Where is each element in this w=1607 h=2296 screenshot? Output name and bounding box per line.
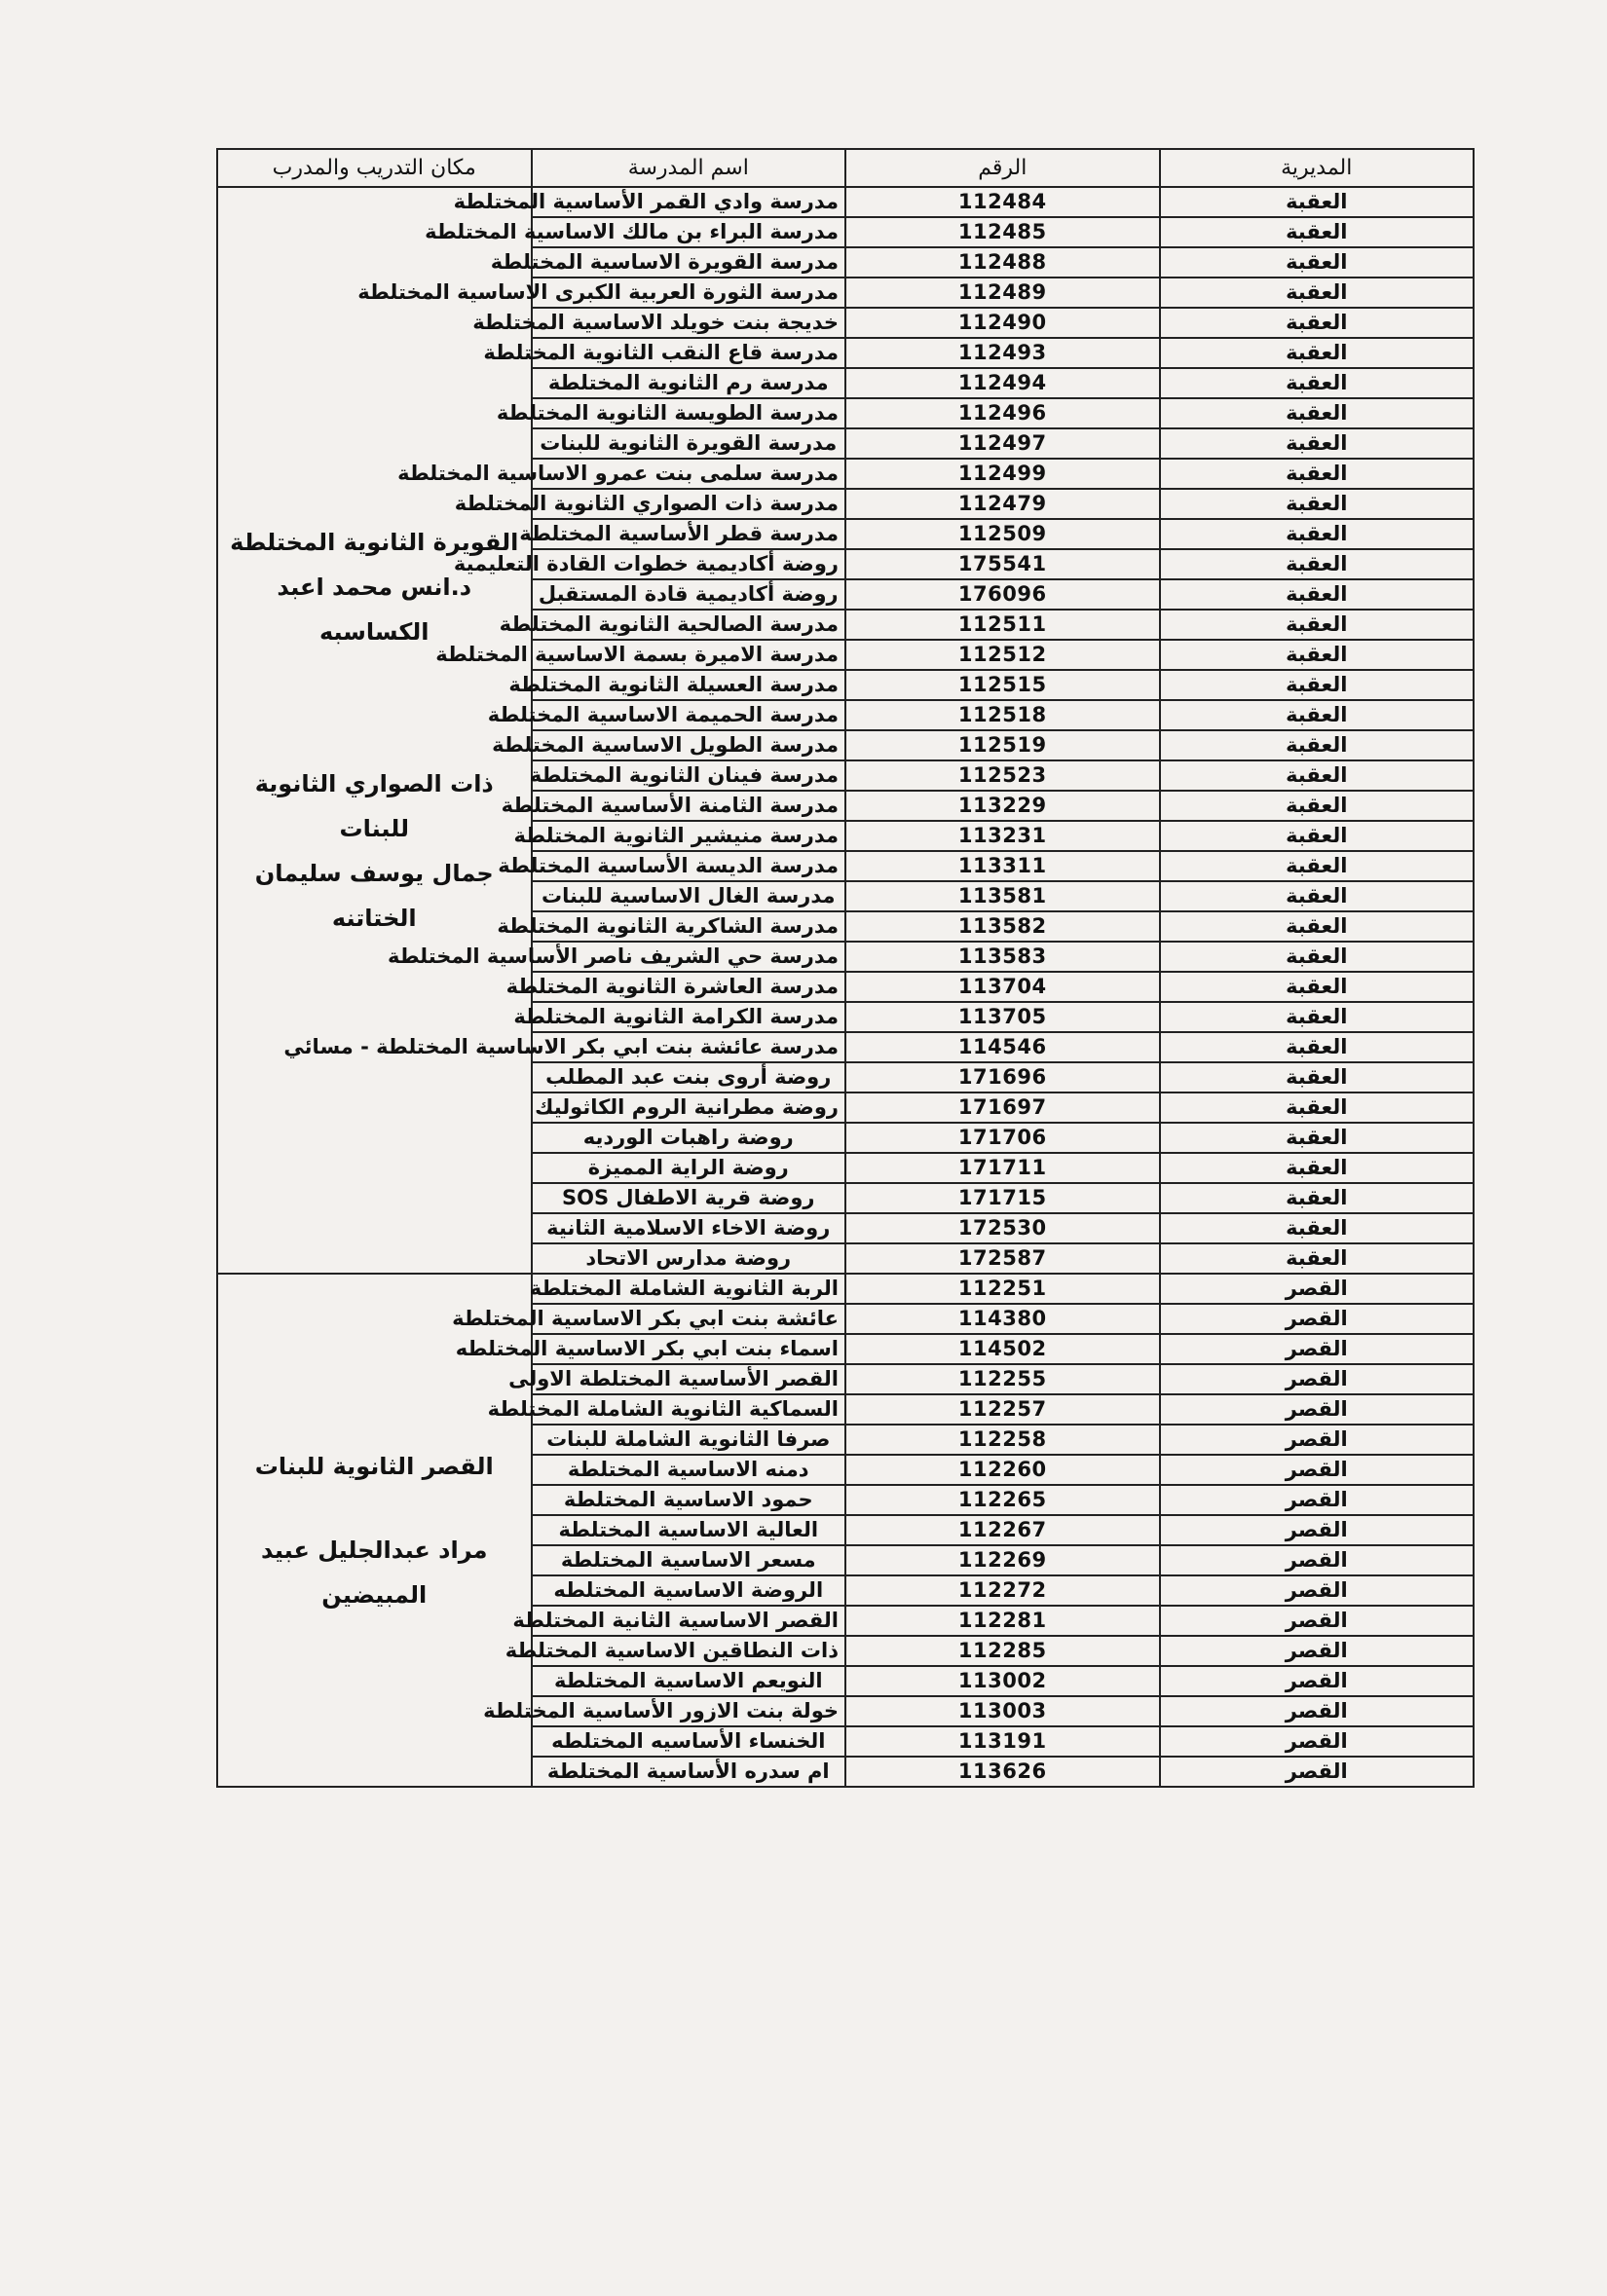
school-number-cell: 112484 xyxy=(845,187,1160,217)
school-number-cell: 112479 xyxy=(845,489,1160,519)
table-row xyxy=(217,1274,1474,1304)
school-number-cell: 112499 xyxy=(845,459,1160,489)
directorate-cell: العقبة xyxy=(1160,730,1475,760)
school-number-cell: 113191 xyxy=(845,1726,1160,1757)
trainer-name: مراد عبدالجليل عبيد المبيضين xyxy=(261,1536,488,1609)
school-name-cell: مدرسة العاشرة الثانوية المختلطة xyxy=(532,972,846,1002)
school-name-cell: مدرسة وادي القمر الأساسية المختلطة xyxy=(532,187,846,217)
directorate-cell: العقبة xyxy=(1160,851,1475,881)
school-name-cell: روضة الراية المميزة xyxy=(532,1153,846,1183)
school-name-cell: مدرسة الاميرة بسمة الاساسية المختلطة xyxy=(532,640,846,670)
directorate-cell: القصر xyxy=(1160,1304,1475,1334)
school-number-cell: 112497 xyxy=(845,428,1160,459)
school-name-cell: روضة أروى بنت عبد المطلب xyxy=(532,1062,846,1092)
school-number-cell: 175541 xyxy=(845,549,1160,579)
directorate-cell: العقبة xyxy=(1160,972,1475,1002)
school-name-cell: العالية الاساسية المختلطة xyxy=(532,1515,846,1545)
school-name-cell: مدرسة رم الثانوية المختلطة xyxy=(532,368,846,398)
directorate-cell: العقبة xyxy=(1160,398,1475,428)
school-name-cell: الربة الثانوية الشاملة المختلطة xyxy=(532,1274,846,1304)
school-number-cell: 113311 xyxy=(845,851,1160,881)
school-name-cell: اسماء بنت ابي بكر الاساسية المختلطه xyxy=(532,1334,846,1364)
school-number-cell: 112257 xyxy=(845,1394,1160,1425)
school-number-cell: 112258 xyxy=(845,1425,1160,1455)
school-number-cell: 114502 xyxy=(845,1334,1160,1364)
school-number-cell: 112269 xyxy=(845,1545,1160,1575)
school-name-cell: مدرسة الشاكرية الثانوية المختلطة xyxy=(532,911,846,942)
school-number-cell: 112488 xyxy=(845,247,1160,278)
directorate-cell: العقبة xyxy=(1160,519,1475,549)
directorate-cell: العقبة xyxy=(1160,278,1475,308)
directorate-cell: العقبة xyxy=(1160,338,1475,368)
table-row xyxy=(217,278,1474,308)
school-number-cell: 112509 xyxy=(845,519,1160,549)
school-name-cell: مدرسة فينان الثانوية المختلطة xyxy=(532,760,846,791)
school-name-cell: مدرسة الثامنة الأساسية المختلطة xyxy=(532,791,846,821)
directorate-cell: القصر xyxy=(1160,1545,1475,1575)
school-number-cell: 112267 xyxy=(845,1515,1160,1545)
school-number-cell: 112272 xyxy=(845,1575,1160,1606)
school-name-cell: مدرسة منيشير الثانوية المختلطة xyxy=(532,821,846,851)
directorate-cell: القصر xyxy=(1160,1274,1475,1304)
school-name-cell: حمود الاساسية المختلطة xyxy=(532,1485,846,1515)
directorate-cell: العقبة xyxy=(1160,579,1475,610)
school-name-cell: مدرسة الطويل الاساسية المختلطة xyxy=(532,730,846,760)
school-number-cell: 112523 xyxy=(845,760,1160,791)
school-number-cell: 113705 xyxy=(845,1002,1160,1032)
school-name-cell: مدرسة البراء بن مالك الاساسية المختلطة xyxy=(532,217,846,247)
school-name-cell: روضة مطرانية الروم الكاثوليك xyxy=(532,1092,846,1123)
directorate-cell: العقبة xyxy=(1160,881,1475,911)
school-name-cell: روضة أكاديمية قادة المستقبل xyxy=(532,579,846,610)
directorate-cell: العقبة xyxy=(1160,1183,1475,1213)
school-name-cell: روضة مدارس الاتحاد xyxy=(532,1243,846,1274)
table-row xyxy=(217,1032,1474,1062)
directorate-cell: القصر xyxy=(1160,1364,1475,1394)
directorate-cell: القصر xyxy=(1160,1757,1475,1787)
school-number-cell: 112511 xyxy=(845,610,1160,640)
table-header-row xyxy=(217,149,1474,187)
school-number-cell: 112251 xyxy=(845,1274,1160,1304)
directorate-cell: القصر xyxy=(1160,1666,1475,1696)
school-number-cell: 112496 xyxy=(845,398,1160,428)
directorate-cell: العقبة xyxy=(1160,1213,1475,1243)
school-number-cell: 171706 xyxy=(845,1123,1160,1153)
directorate-cell: العقبة xyxy=(1160,610,1475,640)
table-row xyxy=(217,942,1474,972)
school-name-cell: روضة الاخاء الاسلامية الثانية xyxy=(532,1213,846,1243)
school-name-cell: روضة راهبات الورديه xyxy=(532,1123,846,1153)
header-number: الرقم xyxy=(845,149,1160,187)
school-name-cell: النويعم الاساسية المختلطة xyxy=(532,1666,846,1696)
school-name-cell: ذات النطاقين الاساسية المختلطة xyxy=(532,1636,846,1666)
school-number-cell: 112255 xyxy=(845,1364,1160,1394)
school-number-cell: 112490 xyxy=(845,308,1160,338)
school-number-cell: 113626 xyxy=(845,1757,1160,1787)
schools-table xyxy=(216,148,1475,1788)
school-number-cell: 113229 xyxy=(845,791,1160,821)
directorate-cell: القصر xyxy=(1160,1334,1475,1364)
school-name-cell: مدرسة الديسة الأساسية المختلطة xyxy=(532,851,846,881)
directorate-cell: العقبة xyxy=(1160,760,1475,791)
directorate-cell: القصر xyxy=(1160,1425,1475,1455)
school-name-cell: مدرسة الثورة العربية الكبرى الاساسية المختلطة xyxy=(532,278,846,308)
school-number-cell: 113582 xyxy=(845,911,1160,942)
directorate-cell: القصر xyxy=(1160,1575,1475,1606)
school-number-cell: 176096 xyxy=(845,579,1160,610)
school-number-cell: 112281 xyxy=(845,1606,1160,1636)
school-name-cell: خديجة بنت خويلد الاساسية المختلطة xyxy=(532,308,846,338)
school-name-cell: روضة أكاديمية خطوات القادة التعليمية xyxy=(532,549,846,579)
school-number-cell: 112265 xyxy=(845,1485,1160,1515)
school-name-cell: دمنه الاساسية المختلطة xyxy=(532,1455,846,1485)
directorate-cell: العقبة xyxy=(1160,700,1475,730)
training-place-name: القويرة الثانوية المختلطة xyxy=(230,529,519,556)
directorate-cell: العقبة xyxy=(1160,1062,1475,1092)
directorate-cell: القصر xyxy=(1160,1394,1475,1425)
training-place-name: ذات الصواري الثانوية للبنات xyxy=(254,770,494,842)
directorate-cell: العقبة xyxy=(1160,549,1475,579)
directorate-cell: العقبة xyxy=(1160,1032,1475,1062)
school-name-cell: صرفا الثانوية الشاملة للبنات xyxy=(532,1425,846,1455)
directorate-cell: العقبة xyxy=(1160,459,1475,489)
school-name-cell: ام سدره الأساسية المختلطة xyxy=(532,1757,846,1787)
school-number-cell: 113231 xyxy=(845,821,1160,851)
school-name-cell: مدرسة قاع النقب الثانوية المختلطة xyxy=(532,338,846,368)
school-name-cell: مدرسة الصالحية الثانوية المختلطة xyxy=(532,610,846,640)
school-name-cell: روضة قرية الاطفال SOS xyxy=(532,1183,846,1213)
school-name-cell: مدرسة عائشة بنت ابي بكر الاساسية المختلطة - مسائي xyxy=(532,1032,846,1062)
school-number-cell: 114546 xyxy=(845,1032,1160,1062)
training-place-name: القصر الثانوية للبنات xyxy=(254,1452,494,1480)
directorate-cell: القصر xyxy=(1160,1485,1475,1515)
school-number-cell: 171715 xyxy=(845,1183,1160,1213)
school-name-cell: مدرسة سلمى بنت عمرو الاساسية المختلطة xyxy=(532,459,846,489)
directorate-cell: العقبة xyxy=(1160,670,1475,700)
school-number-cell: 172530 xyxy=(845,1213,1160,1243)
school-number-cell: 171697 xyxy=(845,1092,1160,1123)
table-row xyxy=(217,459,1474,489)
school-name-cell: مدرسة الكرامة الثانوية المختلطة xyxy=(532,1002,846,1032)
school-number-cell: 113003 xyxy=(845,1696,1160,1726)
school-number-cell: 114380 xyxy=(845,1304,1160,1334)
school-name-cell: القصر الاساسية الثانية المختلطة xyxy=(532,1606,846,1636)
school-name-cell: القصر الأساسية المختلطة الاولى xyxy=(532,1364,846,1394)
school-name-cell: مسعر الاساسية المختلطة xyxy=(532,1545,846,1575)
school-number-cell: 112512 xyxy=(845,640,1160,670)
school-name-cell: مدرسة حي الشريف ناصر الأساسية المختلطة xyxy=(532,942,846,972)
school-number-cell: 112494 xyxy=(845,368,1160,398)
directorate-cell: العقبة xyxy=(1160,428,1475,459)
directorate-cell: العقبة xyxy=(1160,640,1475,670)
directorate-cell: العقبة xyxy=(1160,821,1475,851)
directorate-cell: العقبة xyxy=(1160,489,1475,519)
table-row xyxy=(217,187,1474,217)
directorate-cell: العقبة xyxy=(1160,1002,1475,1032)
header-directorate: المديرية xyxy=(1160,149,1475,187)
header-place: مكان التدريب والمدرب xyxy=(217,149,532,187)
school-name-cell: مدرسة القويرة الثانوية للبنات xyxy=(532,428,846,459)
school-number-cell: 113704 xyxy=(845,972,1160,1002)
school-number-cell: 171711 xyxy=(845,1153,1160,1183)
school-number-cell: 112489 xyxy=(845,278,1160,308)
directorate-cell: العقبة xyxy=(1160,791,1475,821)
school-number-cell: 112485 xyxy=(845,217,1160,247)
directorate-cell: العقبة xyxy=(1160,1123,1475,1153)
directorate-cell: القصر xyxy=(1160,1455,1475,1485)
school-name-cell: مدرسة العسيلة الثانوية المختلطة xyxy=(532,670,846,700)
school-number-cell: 112493 xyxy=(845,338,1160,368)
directorate-cell: العقبة xyxy=(1160,1092,1475,1123)
school-name-cell: مدرسة الحميمة الاساسية المختلطة xyxy=(532,700,846,730)
school-number-cell: 171696 xyxy=(845,1062,1160,1092)
header-school: اسم المدرسة xyxy=(532,149,846,187)
directorate-cell: العقبة xyxy=(1160,217,1475,247)
school-number-cell: 112519 xyxy=(845,730,1160,760)
directorate-cell: العقبة xyxy=(1160,942,1475,972)
school-name-cell: مدرسة القويرة الاساسية المختلطة xyxy=(532,247,846,278)
directorate-cell: القصر xyxy=(1160,1726,1475,1757)
school-name-cell: السماكية الثانوية الشاملة المختلطة xyxy=(532,1394,846,1425)
directorate-cell: القصر xyxy=(1160,1696,1475,1726)
school-number-cell: 172587 xyxy=(845,1243,1160,1274)
school-name-cell: مدرسة ذات الصواري الثانوية المختلطة xyxy=(532,489,846,519)
directorate-cell: العقبة xyxy=(1160,1243,1475,1274)
school-name-cell: مدرسة قطر الأساسية المختلطة xyxy=(532,519,846,549)
directorate-cell: العقبة xyxy=(1160,308,1475,338)
directorate-cell: العقبة xyxy=(1160,1153,1475,1183)
trainer-name: د.انس محمد اعبد الكساسبه xyxy=(277,574,472,646)
trainer-name: جمال يوسف سليمان الختاتنه xyxy=(254,860,494,932)
school-name-cell: مدرسة الغال الاساسية للبنات xyxy=(532,881,846,911)
school-number-cell: 112515 xyxy=(845,670,1160,700)
directorate-cell: العقبة xyxy=(1160,911,1475,942)
school-name-cell: خولة بنت الازور الأساسية المختلطة xyxy=(532,1696,846,1726)
school-number-cell: 113581 xyxy=(845,881,1160,911)
directorate-cell: العقبة xyxy=(1160,247,1475,278)
school-name-cell: الخنساء الأساسيه المختلطه xyxy=(532,1726,846,1757)
school-number-cell: 113002 xyxy=(845,1666,1160,1696)
directorate-cell: العقبة xyxy=(1160,368,1475,398)
school-number-cell: 112260 xyxy=(845,1455,1160,1485)
table-body xyxy=(217,187,1474,1787)
school-name-cell: عائشة بنت ابي بكر الاساسية المختلطة xyxy=(532,1304,846,1334)
directorate-cell: العقبة xyxy=(1160,187,1475,217)
school-number-cell: 112518 xyxy=(845,700,1160,730)
school-number-cell: 113583 xyxy=(845,942,1160,972)
school-name-cell: الروضة الاساسية المختلطه xyxy=(532,1575,846,1606)
directorate-cell: القصر xyxy=(1160,1606,1475,1636)
directorate-cell: القصر xyxy=(1160,1636,1475,1666)
directorate-cell: القصر xyxy=(1160,1515,1475,1545)
school-name-cell: مدرسة الطويسة الثانوية المختلطة xyxy=(532,398,846,428)
school-number-cell: 112285 xyxy=(845,1636,1160,1666)
